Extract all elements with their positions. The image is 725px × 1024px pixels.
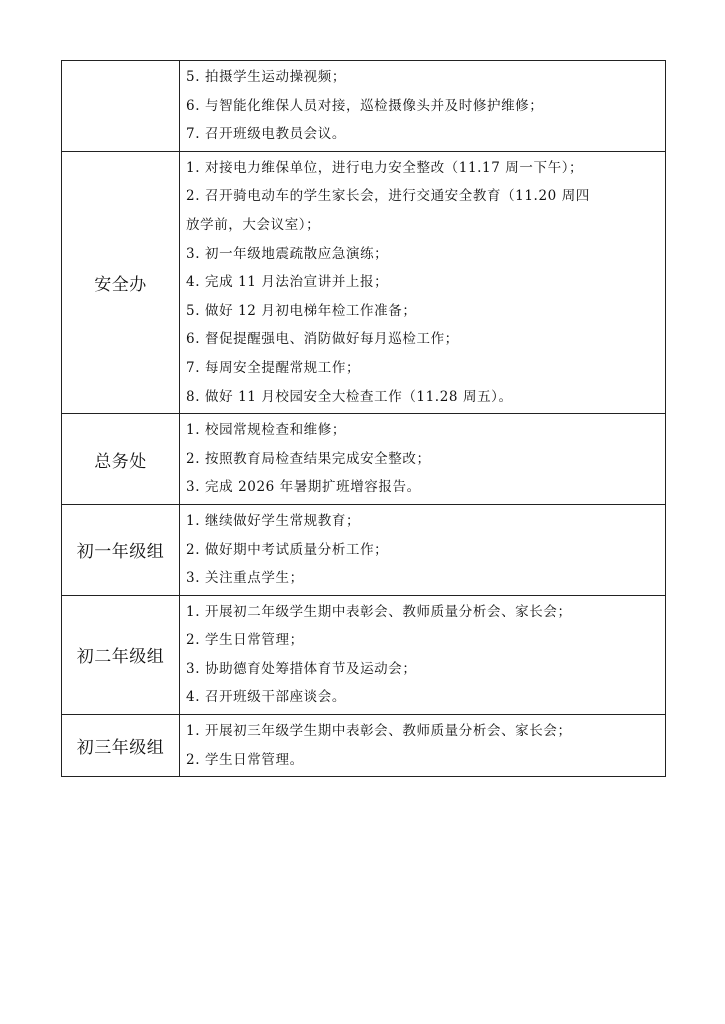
task-list-cell <box>180 715 666 777</box>
task-item: 5. 拍摄学生运动操视频； <box>186 69 346 85</box>
department-cell: 初一年级组 <box>62 504 180 595</box>
department-cell: 总务处 <box>62 414 180 505</box>
task-item: 1. 开展初二年级学生期中表彰会、教师质量分析会、家长会； <box>186 603 572 620</box>
table-row <box>62 151 666 413</box>
task-item: 2. 学生日常管理。 <box>186 751 304 768</box>
table-row <box>62 715 666 777</box>
task-item: 1. 继续做好学生常规教育； <box>186 512 361 529</box>
task-item: 1. 对接电力维保单位，进行电力安全整改（11.17 周一下午）； <box>186 159 584 176</box>
task-item: 5. 做好 12 月初电梯年检工作准备； <box>186 302 417 319</box>
task-list-cell <box>180 151 666 413</box>
task-item: 3. 初一年级地震疏散应急演练； <box>186 245 389 262</box>
task-item: 放学前，大会议室）； <box>186 216 321 233</box>
task-item: 2. 做好期中考试质量分析工作； <box>186 541 389 558</box>
task-item: 3. 关注重点学生； <box>186 570 304 587</box>
task-list-cell <box>180 61 666 152</box>
department-cell <box>62 61 180 152</box>
task-list-cell <box>180 504 666 595</box>
task-item: 1. 校园常规检查和维修； <box>186 422 346 439</box>
task-item: 1. 开展初三年级学生期中表彰会、教师质量分析会、家长会； <box>186 723 572 740</box>
department-cell: 初三年级组 <box>62 715 180 777</box>
table-row <box>62 504 666 595</box>
task-item: 4. 完成 11 月法治宣讲并上报； <box>186 274 389 291</box>
department-cell: 初二年级组 <box>62 595 180 714</box>
work-plan-table <box>61 60 666 777</box>
table-row <box>62 61 666 152</box>
task-item: 8. 做好 11 月校园安全大检查工作（11.28 周五）。 <box>186 388 513 405</box>
table-row <box>62 595 666 714</box>
task-list-cell <box>180 595 666 714</box>
task-item: 6. 督促提醒强电、消防做好每月巡检工作； <box>186 331 459 348</box>
department-cell: 安全办 <box>62 151 180 413</box>
task-item: 2. 按照教育局检查结果完成安全整改； <box>186 450 431 467</box>
table-row <box>62 414 666 505</box>
task-list-cell <box>180 414 666 505</box>
task-item: 2. 召开骑电动车的学生家长会，进行交通安全教育（11.20 周四 <box>186 188 590 205</box>
task-item: 3. 完成 2026 年暑期扩班增容报告。 <box>186 479 421 496</box>
task-item: 7. 召开班级电教员会议。 <box>186 126 346 143</box>
task-item: 2. 学生日常管理； <box>186 632 304 649</box>
task-item: 4. 召开班级干部座谈会。 <box>186 689 346 706</box>
task-item: 7. 每周安全提醒常规工作； <box>186 359 361 376</box>
task-item: 6. 与智能化维保人员对接，巡检摄像头并及时修护维修； <box>186 97 544 114</box>
task-item: 3. 协助德育处筹措体育节及运动会； <box>186 660 417 677</box>
